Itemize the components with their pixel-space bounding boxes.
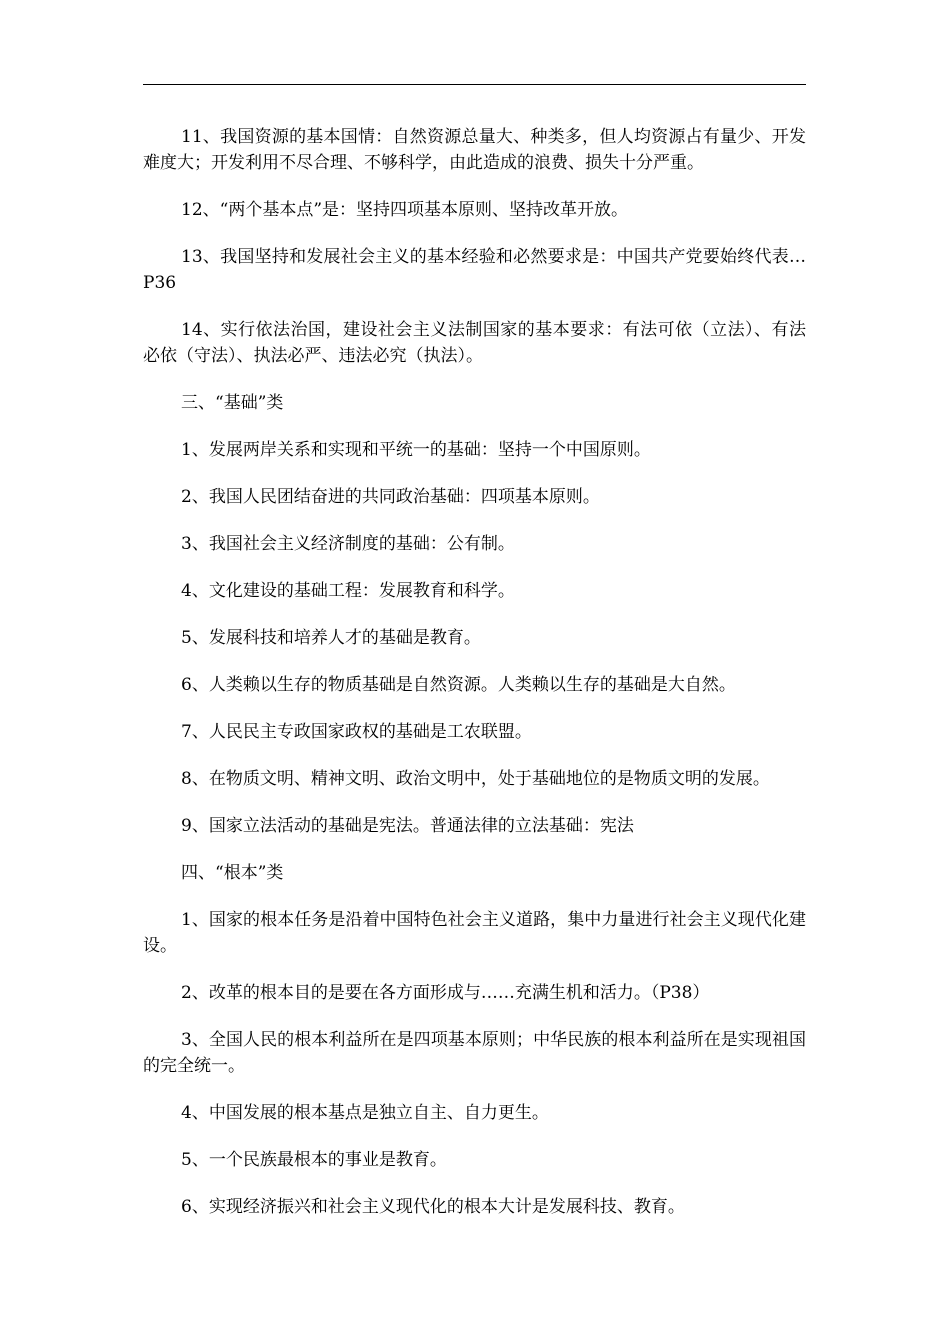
paragraph-12-two-basic-points: 12、“两个基本点”是：坚持四项基本原则、坚持改革开放。 bbox=[181, 200, 629, 220]
foundation-item-2: 2、我国人民团结奋进的共同政治基础：四项基本原则。 bbox=[181, 487, 600, 507]
paragraph-13-basic-experience: 13、我国坚持和发展社会主义的基本经验和必然要求是：中国共产党要始终代表…P36 bbox=[143, 247, 806, 293]
foundation-item-4: 4、文化建设的基础工程：发展教育和科学。 bbox=[181, 581, 515, 601]
foundation-item-5: 5、发展科技和培养人才的基础是教育。 bbox=[181, 628, 481, 648]
header-rule bbox=[143, 84, 806, 85]
section-heading-foundation: 三、“基础”类 bbox=[181, 393, 284, 413]
fundamental-item-4: 4、中国发展的根本基点是独立自主、自力更生。 bbox=[181, 1103, 549, 1123]
document-body bbox=[143, 124, 806, 1241]
foundation-item-1: 1、发展两岸关系和实现和平统一的基础：坚持一个中国原则。 bbox=[181, 440, 651, 460]
foundation-item-3: 3、我国社会主义经济制度的基础：公有制。 bbox=[181, 534, 515, 554]
fundamental-item-2: 2、改革的根本目的是要在各方面形成与……充满生机和活力。（P38） bbox=[181, 983, 710, 1003]
foundation-item-9: 9、国家立法活动的基础是宪法。普通法律的立法基础：宪法 bbox=[181, 816, 634, 836]
fundamental-item-5: 5、一个民族最根本的事业是教育。 bbox=[181, 1150, 447, 1170]
fundamental-item-6: 6、实现经济振兴和社会主义现代化的根本大计是发展科技、教育。 bbox=[181, 1197, 685, 1217]
fundamental-item-1: 1、国家的根本任务是沿着中国特色社会主义道路，集中力量进行社会主义现代化建设。 bbox=[143, 910, 806, 956]
fundamental-item-3: 3、全国人民的根本利益所在是四项基本原则；中华民族的根本利益所在是实现祖国的完全统一。 bbox=[143, 1030, 806, 1076]
paragraph-11-resources: 11、我国资源的基本国情：自然资源总量大、种类多，但人均资源占有量少、开发难度大；开发利用不尽合理、不够科学，由此造成的浪费、损失十分严重。 bbox=[143, 127, 806, 173]
foundation-item-8: 8、在物质文明、精神文明、政治文明中，处于基础地位的是物质文明的发展。 bbox=[181, 769, 770, 789]
section-heading-fundamental: 四、“根本”类 bbox=[181, 863, 284, 883]
paragraph-14-rule-of-law: 14、实行依法治国，建设社会主义法制国家的基本要求：有法可依（立法）、有法必依（守法）、执法必严、违法必究（执法）。 bbox=[143, 320, 806, 366]
foundation-item-7: 7、人民民主专政国家政权的基础是工农联盟。 bbox=[181, 722, 532, 742]
foundation-item-6: 6、人类赖以生存的物质基础是自然资源。人类赖以生存的基础是大自然。 bbox=[181, 675, 736, 695]
